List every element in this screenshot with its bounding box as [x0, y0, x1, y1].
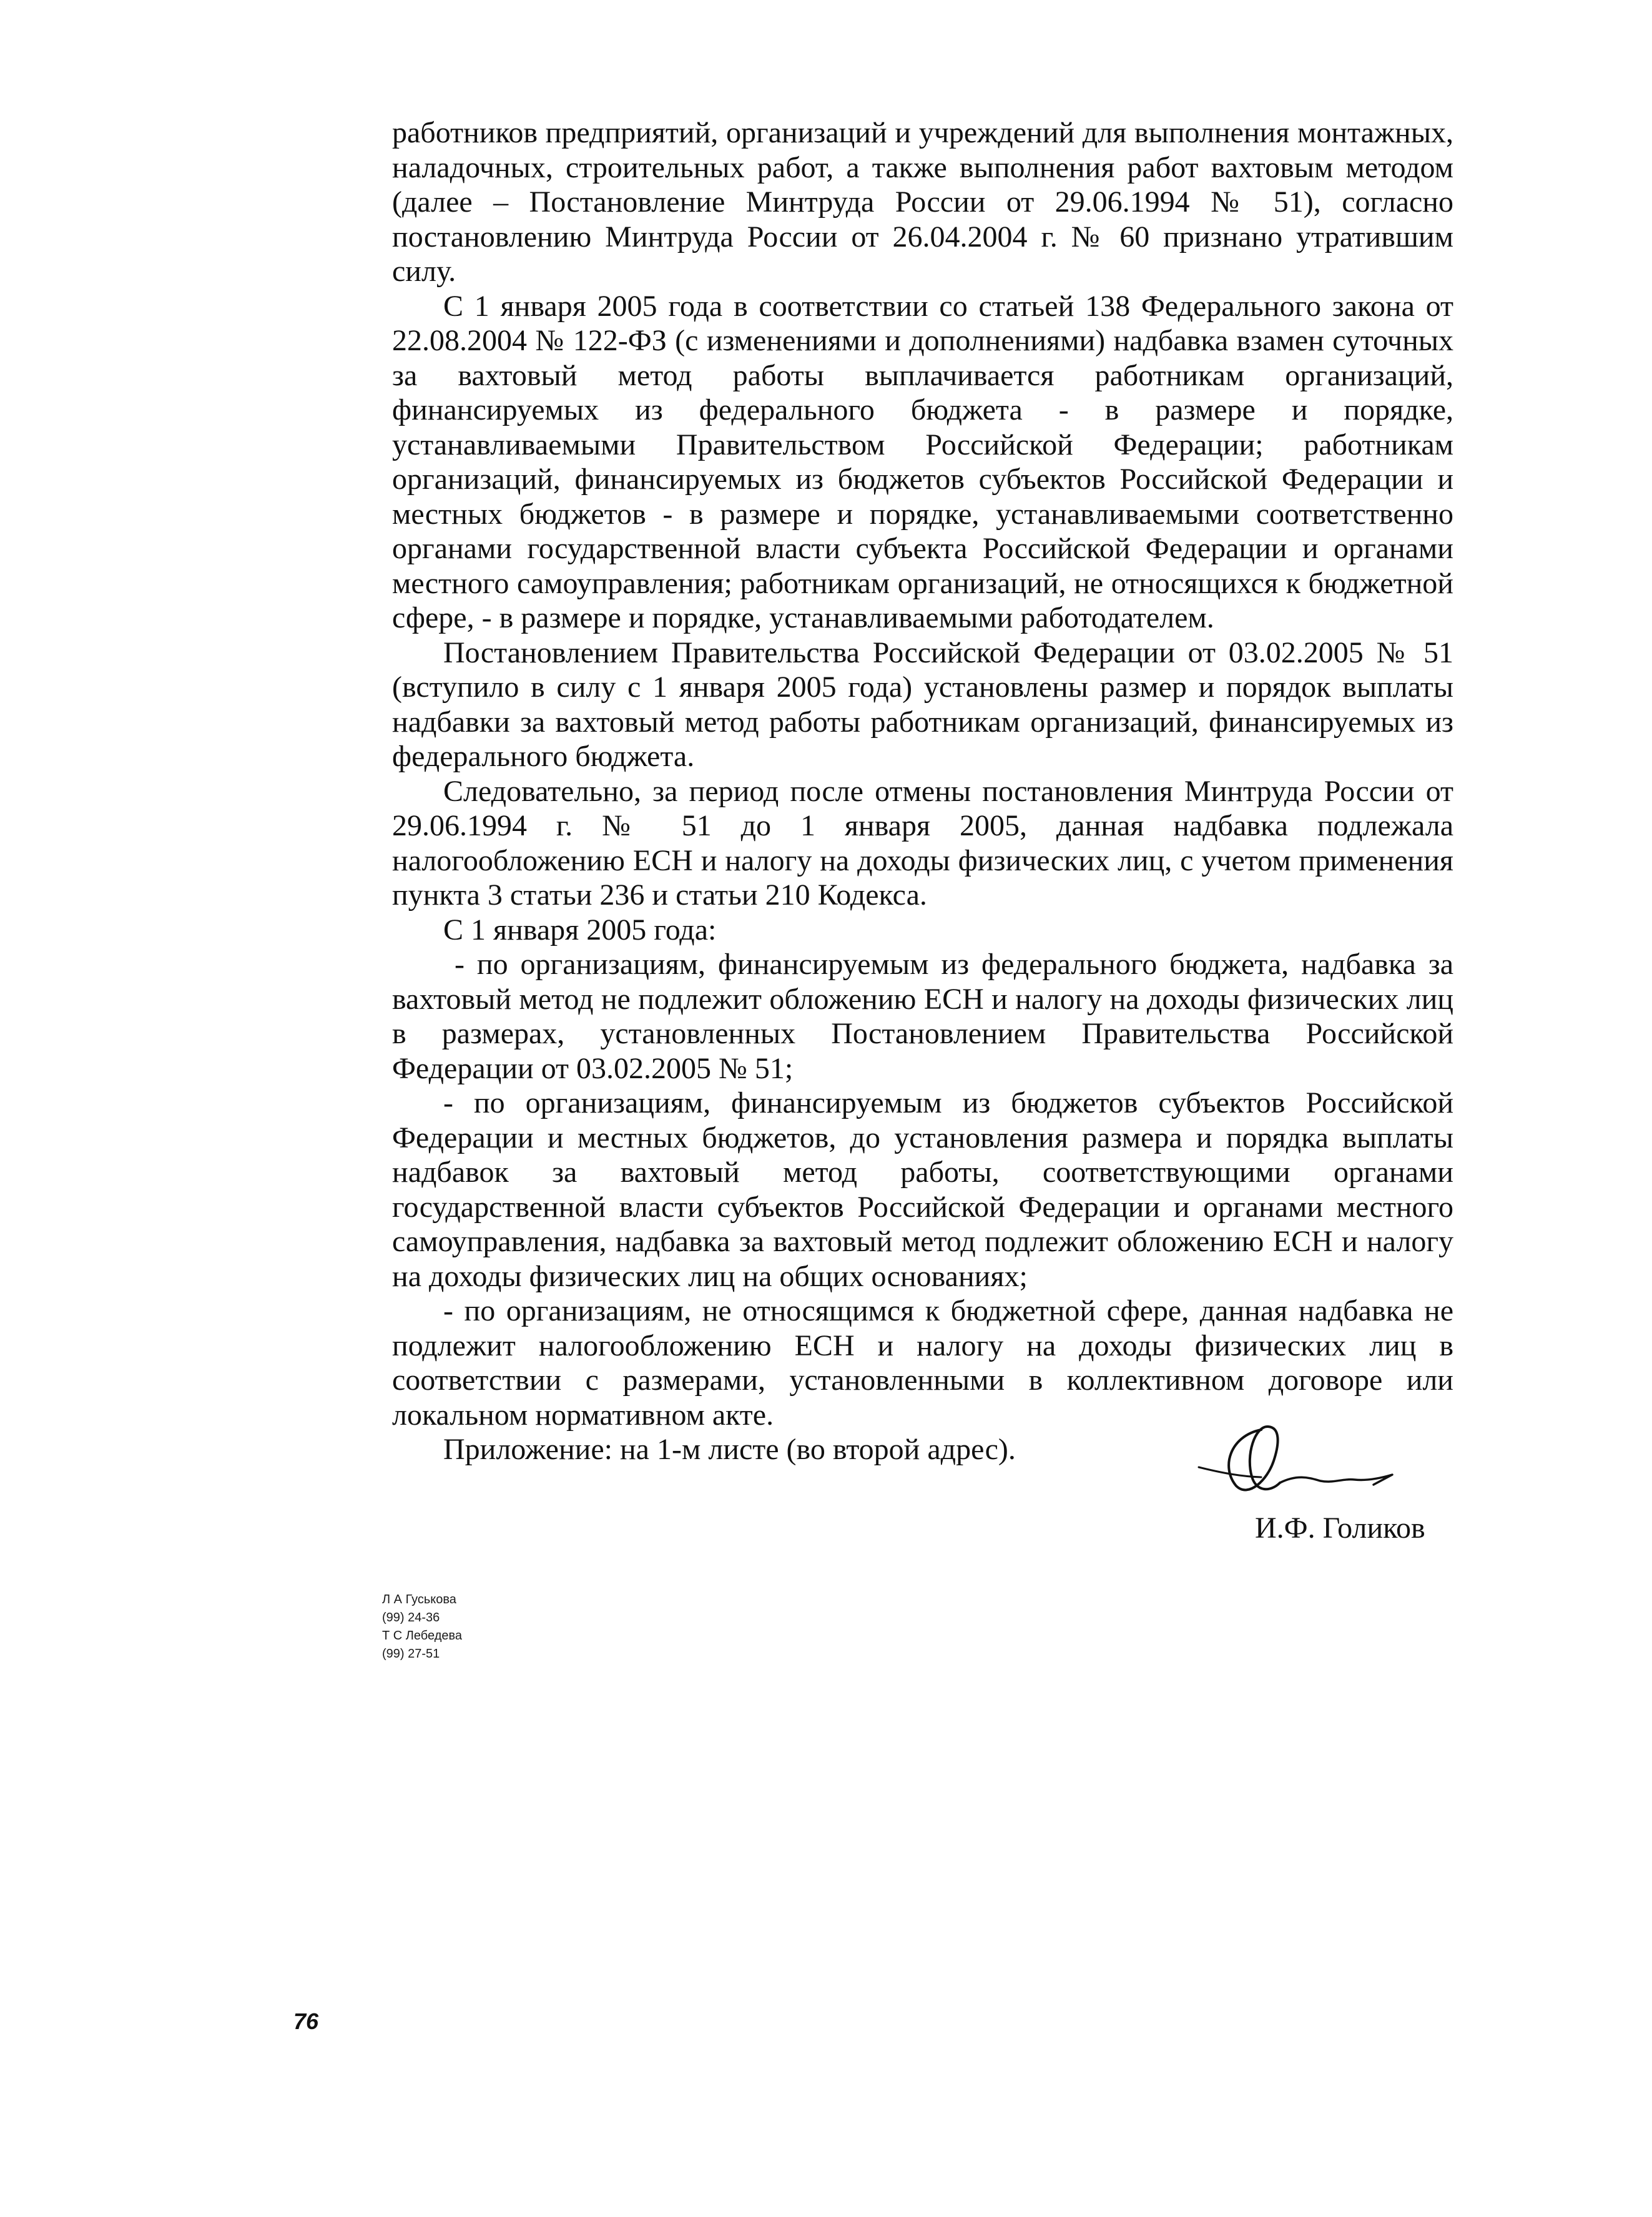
handwritten-signature — [1186, 1405, 1411, 1517]
page-number: 76 — [293, 2008, 319, 2034]
list-item-federal-budget: - по организациям, финансируемым из федерального бюджета, надбавка за вахтовый метод не подлежит обложению ЕСН и налогу на доходы физических лиц в размерах, установленных Постановлением Правительства Российской Федерации от 03.02.2005 № 51; — [392, 948, 1453, 1085]
contact-name-2: Т С Лебедева — [382, 1629, 463, 1643]
executor-contacts — [382, 1591, 462, 1663]
contact-phone-2: (99) 27-51 — [382, 1647, 440, 1661]
contact-phone-1: (99) 24-36 — [382, 1611, 440, 1625]
list-item-regional-budgets: - по организациям, финансируемым из бюджетов субъектов Российской Федерации и местных бюджетов, до установления размера и порядка выплаты надбавок за вахтовый метод работы, соответствующими органами государственной власти субъектов Российской Федерации и органами местного самоуправления, надбавка за вахтовый метод подлежит обложению ЕСН и налогу на доходы физических лиц на общих основаниях; — [392, 1086, 1453, 1293]
paragraph-from-january-2005: С 1 января 2005 года: — [443, 913, 717, 946]
paragraph-government-resolution: Постановлением Правительства Российской Федерации от 03.02.2005 № 51 (вступило в силу с 1 января 2005 года) установлены размер и порядок выплаты надбавки за вахтовый метод работы работникам организаций, финансируемых из федерального бюджета. — [392, 636, 1453, 773]
paragraph-2005-changes: С 1 января 2005 года в соответствии со статьей 138 Федерального закона от 22.08.2004 № 122-ФЗ (с изменениями и дополнениями) надбавка взамен суточных за вахтовый метод работы выплачивается работникам организаций, финансируемых из федерального бюджета - в размере и порядке, устанавливаемыми Правительством Российской Федерации; работникам организаций, финансируемых из бюджетов субъектов Российской Федерации и местных бюджетов - в размере и порядке, устанавливаемыми соответственно органами государственной власти субъекта Российской Федерации и органами местного самоуправления; работникам организаций, не относящихся к бюджетной сфере, - в размере и порядке, устанавливаемыми работодателем. — [392, 289, 1453, 634]
letter-body — [392, 116, 1453, 1467]
contact-name-1: Л А Гуськова — [382, 1593, 456, 1606]
list-item-non-budget: - по организациям, не относящимся к бюджетной сфере, данная надбавка не подлежит налогообложению ЕСН и налогу на доходы физических лиц в соответствии с размерами, установленными в коллективном договоре или локальном нормативном акте. — [392, 1294, 1453, 1432]
attachment-note: Приложение: на 1-м листе (во второй адрес). — [443, 1433, 1016, 1466]
paragraph-continuation: работников предприятий, организаций и учреждений для выполнения монтажных, наладочных, строительных работ, а также выполнения работ вахтовым методом (далее – Постановление Минтруда России от 29.06.1994 № 51), согласно постановлению Минтруда России от 26.04.2004 г. № 60 признано утратившим силу. — [392, 116, 1453, 288]
paragraph-consequently: Следовательно, за период после отмены постановления Минтруда России от 29.06.1994 г. № 51 до 1 января 2005, данная надбавка подлежала налогообложению ЕСН и налогу на доходы физических лиц, с учетом применения пункта 3 статьи 236 и статьи 210 Кодекса. — [392, 774, 1453, 912]
signer-name: И.Ф. Голиков — [1255, 1512, 1425, 1545]
